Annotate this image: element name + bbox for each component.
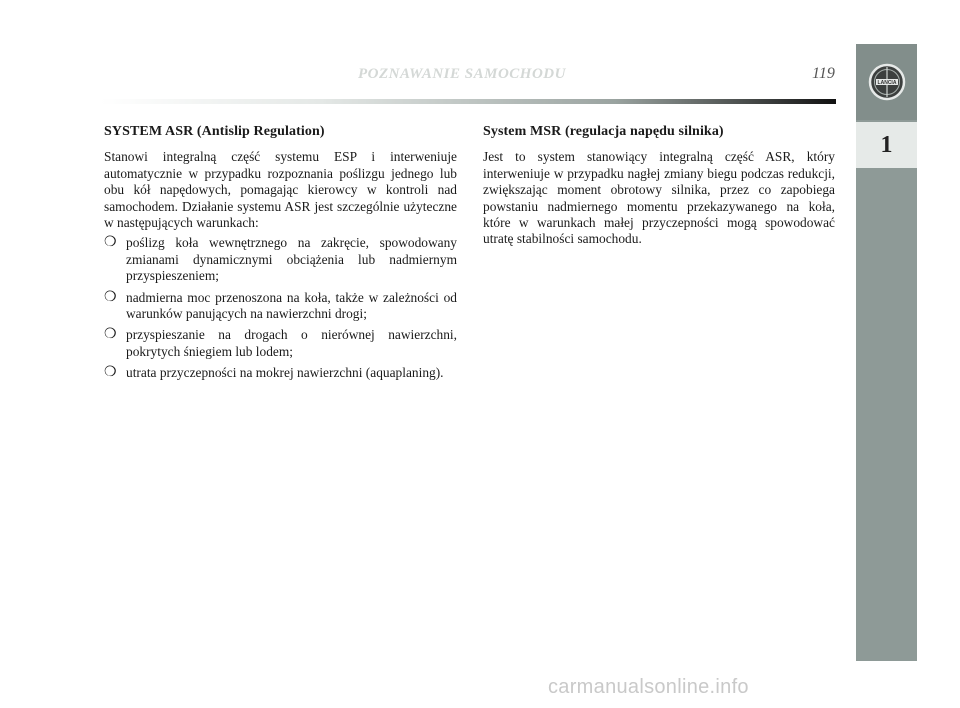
list-item bbox=[104, 365, 457, 381]
left-column bbox=[104, 124, 457, 387]
bullet-icon: ❍ bbox=[104, 289, 117, 305]
logo-box bbox=[856, 44, 917, 120]
chapter-sidebar bbox=[856, 44, 917, 661]
watermark: carmanualsonline.info bbox=[548, 676, 749, 698]
list-item bbox=[104, 235, 457, 284]
bullet-icon: ❍ bbox=[104, 235, 117, 251]
list-item-text: nadmierna moc przenoszona na koła, także w zależności od warunków panujących na nawierzchni drogi; bbox=[126, 289, 457, 322]
bullet-icon: ❍ bbox=[104, 327, 117, 343]
right-column bbox=[483, 124, 835, 252]
page-number: 119 bbox=[812, 65, 835, 82]
bullet-icon: ❍ bbox=[104, 365, 117, 381]
logo-text: LANCIA bbox=[877, 80, 896, 86]
asr-heading: SYSTEM ASR (Antislip Regulation) bbox=[104, 124, 325, 139]
list-item-text: utrata przyczepności na mokrej nawierzchni (aquaplaning). bbox=[126, 365, 444, 381]
list-item bbox=[104, 290, 457, 323]
asr-conditions-list bbox=[104, 235, 457, 381]
list-item-text: przyspieszanie na drogach o nierównej nawierzchni, pokrytych śniegiem lub lodem; bbox=[126, 327, 457, 359]
header-rule bbox=[100, 99, 836, 104]
msr-body: Jest to system stanowiący integralną część ASR, który interweniuje w przypadku nagłej zmiany biegu podczas redukcji, zwiększając moment obrotowy silnika, przez co zapobiega powstaniu nadmiernego momentu przekazywanego na koła, które w warunkach małej przyczepności mogą spowodować utratę stabilności samochodu. bbox=[483, 149, 835, 247]
header-title: POZNAWANIE SAMOCHODU bbox=[358, 66, 566, 82]
list-item-text: poślizg koła wewnętrznego na zakręcie, spowodowany zmianami dynamicznymi obciążenia lub nadmiernym przyspieszeniem; bbox=[126, 235, 457, 284]
list-item bbox=[104, 327, 457, 360]
chapter-number: 1 bbox=[856, 122, 917, 168]
asr-intro: Stanowi integralną część systemu ESP i interweniuje automatycznie w przypadku rozpoznania poślizgu jednego lub obu kół napędowych, pomagając kierowcy w kontroli nad samochodem. Działanie systemu ASR jest szczególnie użyteczne w następujących warunkach: bbox=[104, 149, 457, 231]
msr-heading: System MSR (regulacja napędu silnika) bbox=[483, 124, 724, 139]
lancia-logo-icon bbox=[867, 62, 907, 102]
